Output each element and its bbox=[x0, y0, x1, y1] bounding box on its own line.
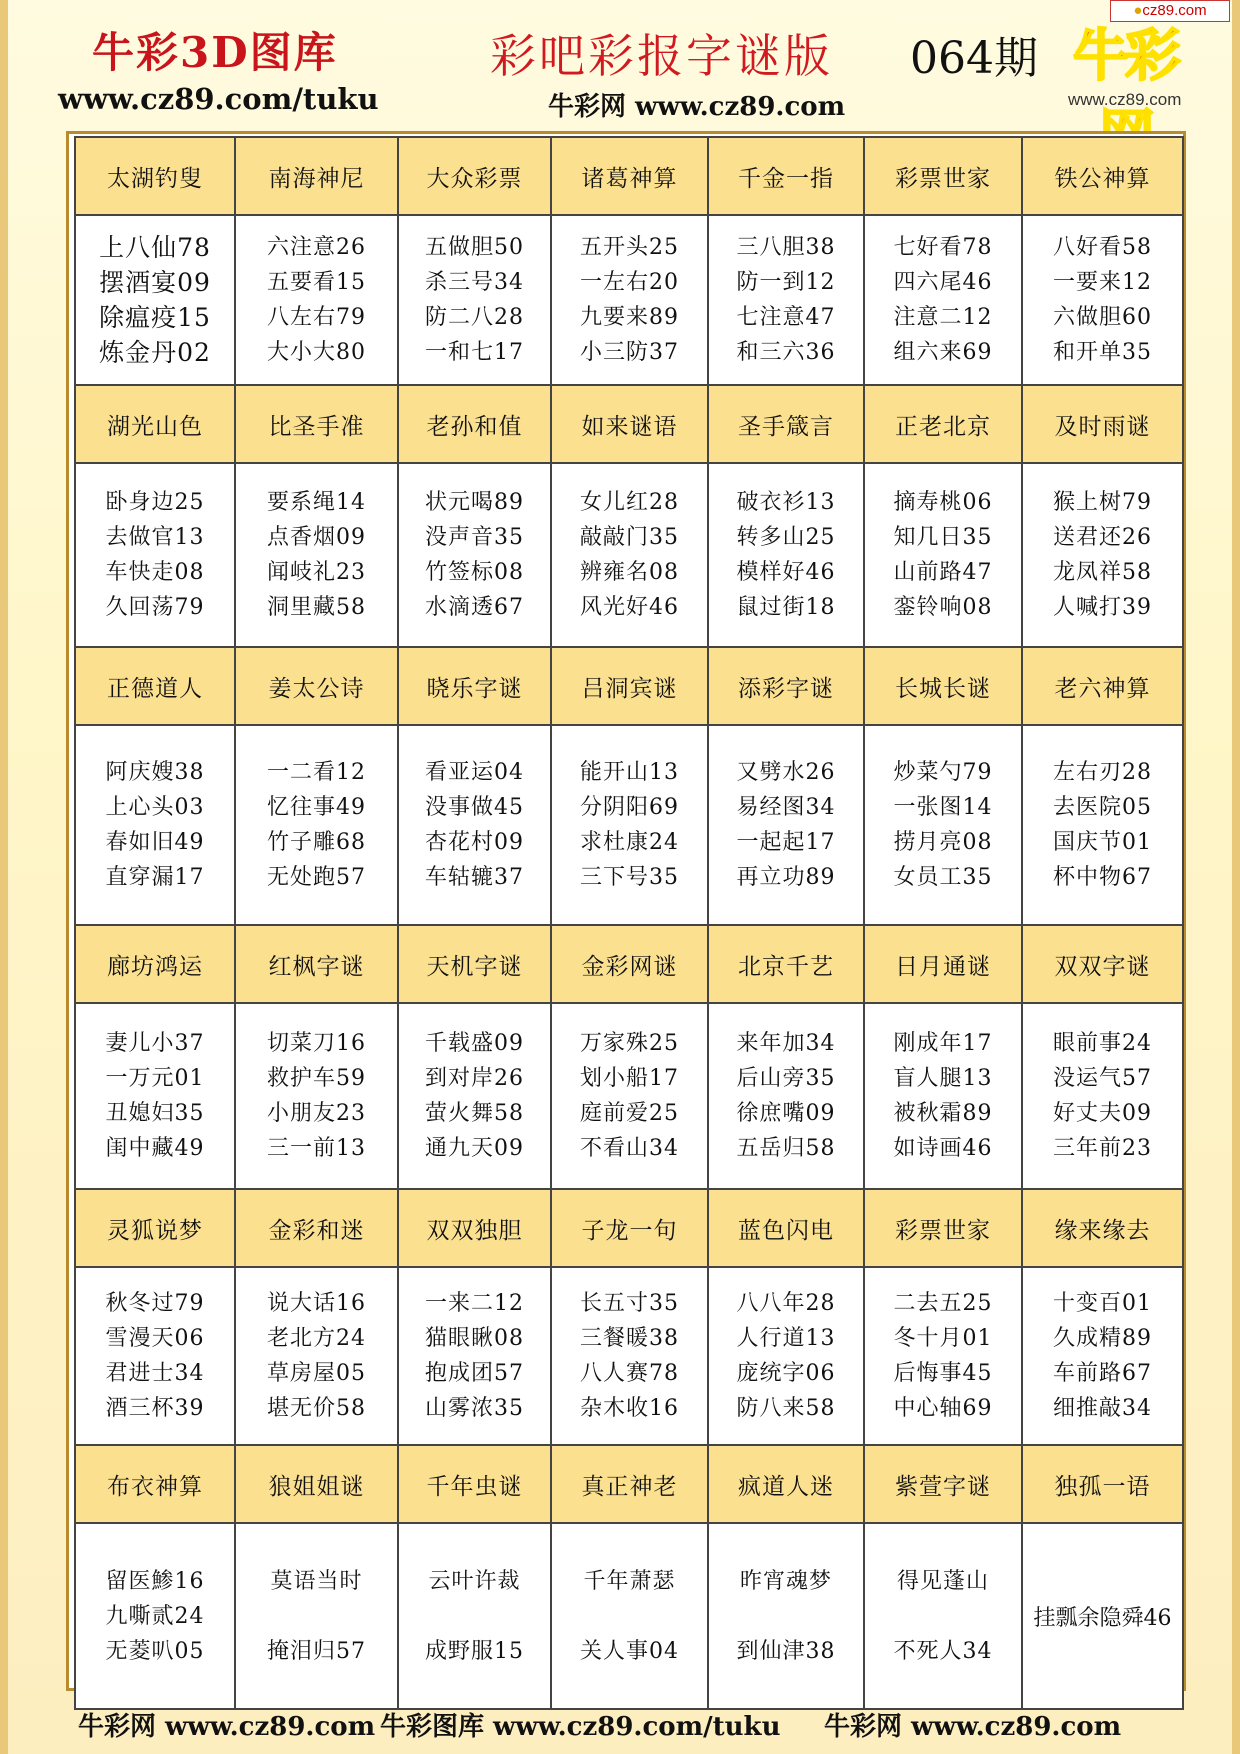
riddle-line: 草房屋05 bbox=[267, 1361, 366, 1386]
riddle-line: 要系绳14 bbox=[267, 490, 366, 515]
riddle-line: 长五寸35 bbox=[580, 1291, 679, 1316]
riddle-line: 老北方24 bbox=[267, 1326, 366, 1351]
riddle-cell bbox=[235, 725, 398, 925]
logo-wordmark: 牛彩 bbox=[1073, 24, 1177, 89]
riddle-line: 刚成年17 bbox=[893, 1031, 993, 1056]
riddle-line: 和开单35 bbox=[1053, 340, 1152, 365]
riddle-line: 三年前23 bbox=[1053, 1136, 1152, 1161]
page-header bbox=[0, 0, 1240, 125]
riddle-line: 堪无价58 bbox=[267, 1396, 366, 1421]
riddle-cell bbox=[398, 725, 551, 925]
page-footer bbox=[0, 1706, 1240, 1746]
riddle-cell bbox=[551, 725, 708, 925]
line-spacer bbox=[709, 1599, 863, 1634]
riddle-line: 万家殊25 bbox=[580, 1031, 679, 1056]
riddle-line: 转多山25 bbox=[736, 525, 836, 550]
riddle-line: 莫语当时 bbox=[270, 1568, 363, 1594]
riddle-line: 分阴阳69 bbox=[580, 795, 679, 820]
riddle-line: 銮铃响08 bbox=[893, 595, 993, 620]
riddle-line: 摘寿桃06 bbox=[893, 490, 993, 515]
riddle-line: 破衣衫13 bbox=[736, 490, 836, 515]
riddle-cell bbox=[708, 215, 864, 385]
riddle-line: 如诗画46 bbox=[893, 1136, 993, 1161]
riddle-line: 冬十月01 bbox=[893, 1326, 993, 1351]
riddle-line: 成野服15 bbox=[425, 1638, 524, 1664]
site-tag-label: cz89.com bbox=[1142, 2, 1207, 19]
riddle-line: 六做胆60 bbox=[1053, 305, 1152, 330]
riddle-cell bbox=[1022, 463, 1183, 647]
riddle-cell bbox=[708, 463, 864, 647]
riddle-line: 左右刃28 bbox=[1053, 760, 1152, 785]
riddle-line: 到仙津38 bbox=[736, 1638, 836, 1664]
riddle-line: 切菜刀16 bbox=[267, 1031, 366, 1056]
riddle-table bbox=[74, 136, 1184, 1710]
riddle-cell bbox=[1022, 215, 1183, 385]
source-name: 正老北京 bbox=[864, 385, 1022, 463]
riddle-cell bbox=[398, 463, 551, 647]
riddle-cell bbox=[75, 725, 235, 925]
source-name: 红枫字谜 bbox=[235, 925, 398, 1003]
riddle-line: 上八仙78 bbox=[99, 233, 211, 262]
source-name: 双双字谜 bbox=[1022, 925, 1183, 1003]
riddle-cell bbox=[708, 1523, 864, 1709]
section-body-row bbox=[75, 1267, 1183, 1445]
section-body-row bbox=[75, 215, 1183, 385]
source-name: 太湖钓叟 bbox=[75, 137, 235, 215]
source-name: 日月通谜 bbox=[864, 925, 1022, 1003]
source-name: 如来谜语 bbox=[551, 385, 708, 463]
riddle-line: 忆往事49 bbox=[267, 795, 366, 820]
source-name: 北京千艺 bbox=[708, 925, 864, 1003]
riddle-cell bbox=[864, 1267, 1022, 1445]
riddle-line: 一张图14 bbox=[893, 795, 993, 820]
section-body-row bbox=[75, 1003, 1183, 1189]
riddle-cell bbox=[1022, 1003, 1183, 1189]
riddle-line: 小朋友23 bbox=[267, 1101, 366, 1126]
riddle-line: 说大话16 bbox=[267, 1291, 366, 1316]
riddle-cell bbox=[551, 463, 708, 647]
logo-url: www.cz89.com bbox=[1068, 90, 1182, 109]
riddle-cell bbox=[235, 215, 398, 385]
riddle-line: 一起起17 bbox=[736, 830, 836, 855]
riddle-line: 千年萧瑟 bbox=[583, 1568, 676, 1594]
riddle-line: 庞统字06 bbox=[736, 1361, 836, 1386]
riddle-line: 防八来58 bbox=[736, 1396, 836, 1421]
riddle-line: 得见蓬山 bbox=[896, 1568, 989, 1594]
riddle-line: 车快走08 bbox=[105, 560, 205, 585]
source-name: 真正神老 bbox=[551, 1445, 708, 1523]
riddle-cell bbox=[75, 1523, 235, 1709]
riddle-line: 一和七17 bbox=[425, 340, 524, 365]
riddle-line: 闺中藏49 bbox=[105, 1136, 205, 1161]
source-name: 彩票世家 bbox=[864, 137, 1022, 215]
source-name: 子龙一句 bbox=[551, 1189, 708, 1267]
riddle-line: 八好看58 bbox=[1053, 235, 1152, 260]
riddle-line: 求杜康24 bbox=[580, 830, 679, 855]
riddle-line: 洞里藏58 bbox=[267, 595, 366, 620]
left-border-strip bbox=[0, 0, 8, 1754]
riddle-cell bbox=[708, 1267, 864, 1445]
riddle-line: 国庆节01 bbox=[1053, 830, 1152, 855]
riddle-line: 一二看12 bbox=[267, 760, 366, 785]
riddle-line: 春如旧49 bbox=[105, 830, 205, 855]
riddle-line: 救护车59 bbox=[267, 1066, 366, 1091]
riddle-cell bbox=[551, 215, 708, 385]
footer-link-right[interactable]: 牛彩网 www.cz89.com bbox=[824, 1712, 1122, 1742]
riddle-line: 阿庆嫂38 bbox=[105, 760, 205, 785]
riddle-line: 杏花村09 bbox=[425, 830, 524, 855]
riddle-line: 没事做45 bbox=[425, 795, 524, 820]
riddle-line: 山前路47 bbox=[893, 560, 993, 585]
riddle-line: 不死人34 bbox=[893, 1638, 993, 1664]
source-name: 老孙和值 bbox=[398, 385, 551, 463]
riddle-cell bbox=[864, 215, 1022, 385]
riddle-line: 君进士34 bbox=[105, 1361, 205, 1386]
riddle-line: 徐庶嘴09 bbox=[736, 1101, 836, 1126]
riddle-line: 久回荡79 bbox=[105, 595, 205, 620]
riddle-line: 九要来89 bbox=[580, 305, 679, 330]
riddle-line: 看亚运04 bbox=[425, 760, 524, 785]
source-name: 晓乐字谜 bbox=[398, 647, 551, 725]
riddle-line: 六注意26 bbox=[267, 235, 366, 260]
riddle-line: 三餐暖38 bbox=[580, 1326, 679, 1351]
riddle-cell bbox=[75, 215, 235, 385]
riddle-line: 抱成团57 bbox=[425, 1361, 524, 1386]
riddle-line: 闻岐礼23 bbox=[267, 560, 366, 585]
riddle-line: 模样好46 bbox=[736, 560, 836, 585]
riddle-line: 大小大80 bbox=[267, 340, 366, 365]
source-name: 金彩和迷 bbox=[235, 1189, 398, 1267]
riddle-line: 摆酒宴09 bbox=[99, 268, 211, 297]
riddle-line: 防一到12 bbox=[736, 270, 836, 295]
source-name: 千金一指 bbox=[708, 137, 864, 215]
footer-link-left[interactable]: 牛彩网 www.cz89.com bbox=[78, 1712, 376, 1742]
riddle-line: 七注意47 bbox=[736, 305, 836, 330]
source-name: 南海神尼 bbox=[235, 137, 398, 215]
riddle-line: 十变百01 bbox=[1053, 1291, 1152, 1316]
section-header-row bbox=[75, 1189, 1183, 1267]
riddle-line: 千载盛09 bbox=[425, 1031, 524, 1056]
riddle-line: 云叶许裁 bbox=[428, 1568, 521, 1594]
riddle-line: 除瘟疫15 bbox=[99, 303, 211, 332]
riddle-line: 三一前13 bbox=[267, 1136, 366, 1161]
brand-url[interactable]: www.cz89.com/tuku bbox=[58, 82, 379, 116]
riddle-line: 八左右79 bbox=[267, 305, 366, 330]
section-body-row bbox=[75, 463, 1183, 647]
riddle-cell bbox=[1022, 1267, 1183, 1445]
riddle-line: 鼠过街18 bbox=[736, 595, 836, 620]
riddle-line: 易经图34 bbox=[736, 795, 836, 820]
riddle-line: 四六尾46 bbox=[893, 270, 993, 295]
brand-title: 牛彩3D图库 bbox=[92, 28, 338, 77]
riddle-cell bbox=[75, 463, 235, 647]
source-name: 老六神算 bbox=[1022, 647, 1183, 725]
section-body-row bbox=[75, 725, 1183, 925]
riddle-line: 庭前爱25 bbox=[580, 1101, 679, 1126]
edition-title: 彩吧彩报字谜版 bbox=[490, 29, 833, 83]
riddle-line: 八八年28 bbox=[736, 1291, 836, 1316]
riddle-line: 山雾浓35 bbox=[425, 1396, 524, 1421]
riddle-line: 风光好46 bbox=[580, 595, 679, 620]
riddle-line: 卧身边25 bbox=[105, 490, 205, 515]
section-header-row bbox=[75, 925, 1183, 1003]
riddle-line: 一万元01 bbox=[105, 1066, 205, 1091]
riddle-line: 防二八28 bbox=[425, 305, 524, 330]
riddle-line: 人喊打39 bbox=[1053, 595, 1152, 620]
riddle-line: 妻儿小37 bbox=[105, 1031, 205, 1056]
riddle-line: 一来二12 bbox=[425, 1291, 524, 1316]
riddle-line: 没运气57 bbox=[1053, 1066, 1152, 1091]
riddle-line: 好丈夫09 bbox=[1053, 1101, 1152, 1126]
right-border-strip bbox=[1232, 0, 1240, 1754]
riddle-cell bbox=[398, 1523, 551, 1709]
riddle-line: 二去五25 bbox=[893, 1291, 993, 1316]
riddle-line: 中心轴69 bbox=[893, 1396, 993, 1421]
riddle-cell bbox=[864, 1523, 1022, 1709]
riddle-line: 后悔事45 bbox=[893, 1361, 993, 1386]
source-name: 金彩网谜 bbox=[551, 925, 708, 1003]
brand-logo bbox=[1050, 12, 1200, 112]
riddle-cell bbox=[864, 725, 1022, 925]
riddle-line: 龙凤祥58 bbox=[1053, 560, 1152, 585]
riddle-line: 能开山13 bbox=[580, 760, 679, 785]
riddle-cell bbox=[708, 725, 864, 925]
riddle-line: 三下号35 bbox=[580, 865, 679, 890]
source-name: 布衣神算 bbox=[75, 1445, 235, 1523]
riddle-line: 杀三号34 bbox=[425, 270, 524, 295]
source-name: 双双独胆 bbox=[398, 1189, 551, 1267]
riddle-line: 知几日35 bbox=[893, 525, 993, 550]
issue-number: 064期 bbox=[910, 33, 1038, 84]
riddle-line: 去做官13 bbox=[105, 525, 205, 550]
riddle-line: 车轱辘37 bbox=[425, 865, 524, 890]
riddle-line: 无处跑57 bbox=[267, 865, 366, 890]
riddle-line: 留医鯵16 bbox=[105, 1568, 205, 1594]
riddle-line: 八人赛78 bbox=[580, 1361, 679, 1386]
riddle-line: 通九天09 bbox=[425, 1136, 524, 1161]
riddle-line: 和三六36 bbox=[736, 340, 836, 365]
source-name: 紫萱字谜 bbox=[864, 1445, 1022, 1523]
source-name: 廊坊鸿运 bbox=[75, 925, 235, 1003]
riddle-cell bbox=[398, 215, 551, 385]
riddle-cell bbox=[235, 463, 398, 647]
riddle-line: 辨雍名08 bbox=[580, 560, 679, 585]
source-name: 添彩字谜 bbox=[708, 647, 864, 725]
section-header-row bbox=[75, 1445, 1183, 1523]
site-tag[interactable] bbox=[1110, 0, 1230, 22]
riddle-line: 七好看78 bbox=[893, 235, 993, 260]
riddle-line: 人行道13 bbox=[736, 1326, 836, 1351]
riddle-cell bbox=[1022, 1523, 1183, 1709]
riddle-line: 久成精89 bbox=[1053, 1326, 1152, 1351]
source-name: 圣手箴言 bbox=[708, 385, 864, 463]
riddle-line: 盲人腿13 bbox=[893, 1066, 993, 1091]
riddle-line: 炼金丹02 bbox=[99, 338, 211, 367]
source-name: 天机字谜 bbox=[398, 925, 551, 1003]
riddle-cell bbox=[1022, 725, 1183, 925]
riddle-cell bbox=[235, 1267, 398, 1445]
riddle-line: 女员工35 bbox=[893, 865, 993, 890]
riddle-line: 五要看15 bbox=[267, 270, 366, 295]
riddle-line: 去医院05 bbox=[1053, 795, 1152, 820]
riddle-line: 杯中物67 bbox=[1053, 865, 1152, 890]
line-spacer bbox=[399, 1599, 550, 1634]
riddle-line: 敲敲门35 bbox=[580, 525, 679, 550]
riddle-line: 五岳归58 bbox=[736, 1136, 836, 1161]
source-name: 独孤一语 bbox=[1022, 1445, 1183, 1523]
riddle-line: 一要来12 bbox=[1053, 270, 1152, 295]
riddle-line: 女儿红28 bbox=[580, 490, 679, 515]
riddle-line: 掩泪归57 bbox=[267, 1638, 366, 1664]
riddle-line: 车前路67 bbox=[1053, 1361, 1152, 1386]
riddle-line: 五做胆50 bbox=[425, 235, 524, 260]
dot-icon: ● bbox=[1133, 2, 1143, 19]
source-name: 及时雨谜 bbox=[1022, 385, 1183, 463]
riddle-line: 昨宵魂梦 bbox=[739, 1568, 832, 1594]
riddle-cell bbox=[708, 1003, 864, 1189]
riddle-line: 组六来69 bbox=[893, 340, 993, 365]
section-header-row bbox=[75, 385, 1183, 463]
riddle-line: 细推敲34 bbox=[1053, 1396, 1152, 1421]
section-header-row bbox=[75, 137, 1183, 215]
source-name: 正德道人 bbox=[75, 647, 235, 725]
riddle-cell bbox=[864, 463, 1022, 647]
riddle-line: 被秋霜89 bbox=[893, 1101, 993, 1126]
riddle-line: 又劈水26 bbox=[736, 760, 836, 785]
riddle-line: 雪漫天06 bbox=[105, 1326, 205, 1351]
riddle-line: 点香烟09 bbox=[267, 525, 366, 550]
riddle-line: 到对岸26 bbox=[425, 1066, 524, 1091]
riddle-cell bbox=[235, 1523, 398, 1709]
line-spacer bbox=[552, 1599, 707, 1634]
riddle-line: 挂瓢余隐舜46 bbox=[1033, 1605, 1172, 1631]
riddle-line: 划小船17 bbox=[580, 1066, 679, 1091]
section-body-row bbox=[75, 1523, 1183, 1709]
source-name: 彩票世家 bbox=[864, 1189, 1022, 1267]
source-name: 疯道人迷 bbox=[708, 1445, 864, 1523]
riddle-line: 注意二12 bbox=[893, 305, 993, 330]
riddle-line: 炒菜勺79 bbox=[893, 760, 993, 785]
riddle-line: 五开头25 bbox=[580, 235, 679, 260]
riddle-cell bbox=[75, 1267, 235, 1445]
riddle-line: 状元喝89 bbox=[425, 490, 524, 515]
riddle-cell bbox=[551, 1267, 708, 1445]
riddle-cell bbox=[864, 1003, 1022, 1189]
source-name: 诸葛神算 bbox=[551, 137, 708, 215]
riddle-line: 捞月亮08 bbox=[893, 830, 993, 855]
riddle-line: 水滴透67 bbox=[425, 595, 524, 620]
riddle-line: 无菱叭05 bbox=[105, 1638, 205, 1664]
riddle-line: 直穿漏17 bbox=[105, 865, 205, 890]
riddle-line: 没声音35 bbox=[425, 525, 524, 550]
riddle-cell bbox=[551, 1523, 708, 1709]
riddle-line: 竹子雕68 bbox=[267, 830, 366, 855]
source-name: 铁公神算 bbox=[1022, 137, 1183, 215]
section-header-row bbox=[75, 647, 1183, 725]
footer-link-middle[interactable]: 牛彩图库 www.cz89.com/tuku bbox=[380, 1712, 781, 1742]
riddle-line: 后山旁35 bbox=[736, 1066, 836, 1091]
riddle-line: 猫眼瞅08 bbox=[425, 1326, 524, 1351]
line-spacer bbox=[865, 1599, 1021, 1634]
riddle-line: 送君还26 bbox=[1053, 525, 1152, 550]
source-name: 姜太公诗 bbox=[235, 647, 398, 725]
riddle-line: 猴上树79 bbox=[1053, 490, 1152, 515]
source-name: 灵狐说梦 bbox=[75, 1189, 235, 1267]
riddle-line: 杂木收16 bbox=[580, 1396, 679, 1421]
site-url[interactable]: 牛彩网 www.cz89.com bbox=[548, 92, 846, 122]
riddle-line: 酒三杯39 bbox=[105, 1396, 205, 1421]
riddle-cell bbox=[551, 1003, 708, 1189]
line-spacer bbox=[236, 1599, 397, 1634]
riddle-line: 来年加34 bbox=[736, 1031, 836, 1056]
source-name: 长城长谜 bbox=[864, 647, 1022, 725]
riddle-line: 上心头03 bbox=[105, 795, 205, 820]
riddle-cell bbox=[75, 1003, 235, 1189]
riddle-line: 小三防37 bbox=[580, 340, 679, 365]
riddle-line: 萤火舞58 bbox=[425, 1101, 524, 1126]
riddle-line: 眼前事24 bbox=[1053, 1031, 1152, 1056]
riddle-line: 九嘶贰24 bbox=[105, 1603, 205, 1629]
source-name: 大众彩票 bbox=[398, 137, 551, 215]
riddle-line: 竹签标08 bbox=[425, 560, 524, 585]
riddle-line: 丑媳妇35 bbox=[105, 1101, 205, 1126]
source-name: 湖光山色 bbox=[75, 385, 235, 463]
source-name: 缘来缘去 bbox=[1022, 1189, 1183, 1267]
source-name: 狼姐姐谜 bbox=[235, 1445, 398, 1523]
source-name: 蓝色闪电 bbox=[708, 1189, 864, 1267]
riddle-cell bbox=[398, 1003, 551, 1189]
riddle-cell bbox=[398, 1267, 551, 1445]
source-name: 比圣手准 bbox=[235, 385, 398, 463]
riddle-line: 再立功89 bbox=[736, 865, 836, 890]
riddle-line: 秋冬过79 bbox=[105, 1291, 205, 1316]
source-name: 千年虫谜 bbox=[398, 1445, 551, 1523]
riddle-line: 三八胆38 bbox=[736, 235, 836, 260]
source-name: 吕洞宾谜 bbox=[551, 647, 708, 725]
riddle-line: 一左右20 bbox=[580, 270, 679, 295]
riddle-line: 关人事04 bbox=[580, 1638, 679, 1664]
riddle-cell bbox=[235, 1003, 398, 1189]
riddle-line: 不看山34 bbox=[580, 1136, 679, 1161]
